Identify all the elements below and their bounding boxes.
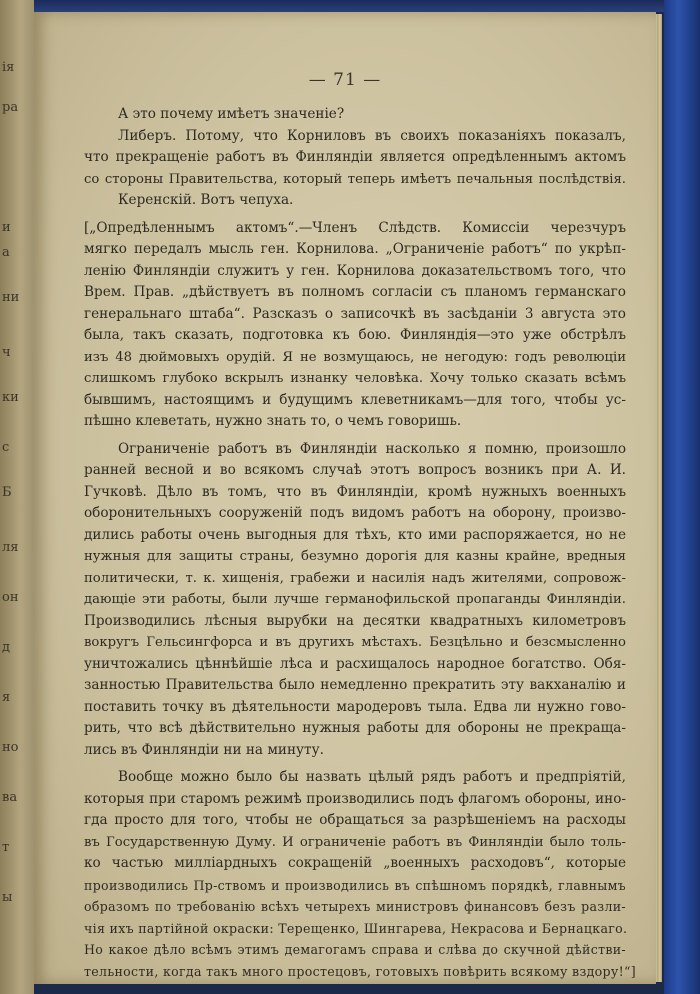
text-line: со стороны Правительства, который теперь имѣетъ печальныя послѣдствія. — [84, 171, 626, 187]
text-line: [„Опредѣленнымъ актомъ“.—Членъ Слѣдств. Комиссіи черезчуръ — [84, 219, 626, 236]
left-page-fragment: с — [2, 440, 10, 455]
text-line: которыя при старомъ режимѣ производились подъ флагомъ обороны, ино- — [84, 790, 626, 807]
left-page-fragment: ва — [2, 790, 18, 805]
text-line: производились Пр-ствомъ и производились въ спѣшномъ порядкѣ, главнымъ — [84, 877, 626, 893]
text-line: генеральнаго штаба“. Разсказъ о записочкѣ въ засѣданіи 3 августа это — [84, 305, 626, 322]
left-page-fragment: ч — [2, 345, 11, 360]
text-line: Врем. Прав. „дѣйствуетъ въ полномъ согласіи съ планомъ германскаго — [84, 284, 626, 300]
text-line: образомъ по требованію всѣхъ четырехъ министровъ финансовъ безъ разли- — [84, 899, 626, 914]
text-line: что прекращеніе работъ въ Финляндіи является опредѣленнымъ актомъ — [84, 149, 626, 165]
left-page-fragment: ки — [2, 390, 19, 405]
text-line: пѣшно клеветать, нужно знать то, о чемъ говоришь. — [84, 413, 462, 429]
text-line: дающіе эти работы, были лучше германофильской пропаганды Финляндіи. — [84, 592, 626, 607]
text-line: Керенскій. Вотъ чепуха. — [118, 192, 294, 208]
text-line: тельности, когда такъ много простецовъ, готовыхъ повѣрить всякому вздору!“] — [84, 963, 636, 979]
text-line: изъ 48 дюймовыхъ орудій. Я не возмущаюсь, не негодую: годъ революціи — [84, 349, 626, 365]
book-cover-top-edge — [0, 0, 700, 12]
text-line: политически, т. к. хищенія, грабежи и насилія надъ жителями, сопровож- — [84, 570, 626, 586]
text-line: въ Государственную Думу. И ограниченіе работъ въ Финляндіи было толь- — [84, 834, 626, 850]
text-line: ко частью миллiардныхъ сокращеній „военныхъ расходовъ“, которые — [84, 855, 626, 871]
left-page-fragment: он — [2, 590, 19, 605]
text-line: поставить точку въ дѣятельности мародеровъ тыла. Едва ли нужно гово- — [84, 698, 626, 715]
left-page-fragment: т — [2, 840, 10, 855]
text-line: ранней весной и во всякомъ случаѣ этотъ вопросъ возникъ при А. И. — [84, 462, 626, 478]
text-line: была, такъ сказать, подготовка къ бою. Финляндія—это уже обстрѣлъ — [84, 327, 626, 343]
text-line: занностью Правительства было немедленно прекратить эту вакханалію и — [84, 677, 626, 693]
text-line: ленію Финляндіи служитъ у ген. Корнилова доказательствомъ того, что — [84, 262, 626, 279]
left-page-fragment: а — [2, 245, 10, 260]
text-line: лись въ Финляндіи ни на минуту. — [84, 741, 324, 758]
text-line: слишкомъ глубоко вскрылъ изнанку человѣка. Хочу только сказать всѣмъ — [84, 371, 626, 386]
left-page-edge — [0, 0, 34, 994]
left-page-fragment: ы — [2, 890, 13, 905]
left-page-fragment: д — [2, 640, 11, 655]
text-line: Производились лѣсныя вырубки на десятки квадратныхъ километровъ — [84, 612, 626, 629]
text-line: гда просто для того, чтобы не обращаться за разрѣшеніемъ на расходы — [84, 812, 626, 828]
text-line: дились работы очень выгодныя для тѣхъ, кто ими распоряжается, но не — [84, 526, 626, 543]
left-page-fragment: и — [2, 220, 11, 235]
text-line: мягко передалъ мысль ген. Корнилова. „Ограниченіе работъ“ по укрѣп- — [84, 241, 626, 257]
text-line: Вообще можно было бы назвать цѣлый рядъ работъ и предпріятій, — [118, 769, 626, 785]
text-line: Гучковѣ. Дѣло въ томъ, что въ Финляндіи, кромѣ нужныхъ военныхъ — [84, 483, 626, 500]
page-text — [84, 104, 636, 982]
left-page-fragment: Б — [2, 485, 12, 500]
text-line: рить, что всѣ дѣйствительно нужныя работы для обороны не прекраща- — [84, 720, 626, 736]
left-page-fragment: ія — [2, 60, 15, 75]
left-page-fragment: ра — [2, 100, 19, 115]
text-line: чія ихъ партійной окраски: Терещенко, Шингарева, Некрасова и Бернацкаго. — [84, 920, 628, 936]
book-page — [34, 12, 656, 984]
text-line: бывшимъ, настоящимъ и будущимъ клеветникамъ—для того, чтобы ус- — [84, 391, 626, 408]
text-line: А это почему имѣетъ значеніе? — [118, 106, 345, 122]
text-line: оборонительныхъ сооруженій подъ видомъ работъ на оборону, произво- — [84, 505, 626, 521]
text-line: Либеръ. Потому, что Корниловъ въ своихъ показаніяхъ показалъ, — [118, 127, 626, 144]
left-page-fragment: но — [2, 740, 19, 755]
left-page-fragment: ля — [2, 540, 19, 555]
left-page-fragment: ни — [2, 290, 20, 305]
left-page-fragment: я — [2, 690, 11, 705]
text-line: Но какое дѣло всѣмъ этимъ демагогамъ справа и слѣва до скучной дѣйстви- — [84, 942, 626, 957]
text-line: Ограниченіе работъ въ Финляндіи насколько я помню, произошло — [118, 440, 626, 457]
text-line: вокругъ Гельсингфорса и въ другихъ мѣстахъ. Безцѣльно и безсмысленно — [84, 635, 626, 650]
book-cover-spine — [664, 0, 700, 994]
text-line: уничтожались цѣннѣйшіе лѣса и расхищалось народное богатство. Обя- — [84, 655, 626, 672]
text-line: нужныя для защиты страны, безумно дорогія для казны крайне, вредныя — [84, 549, 626, 564]
page-number: — 71 — — [308, 70, 382, 90]
